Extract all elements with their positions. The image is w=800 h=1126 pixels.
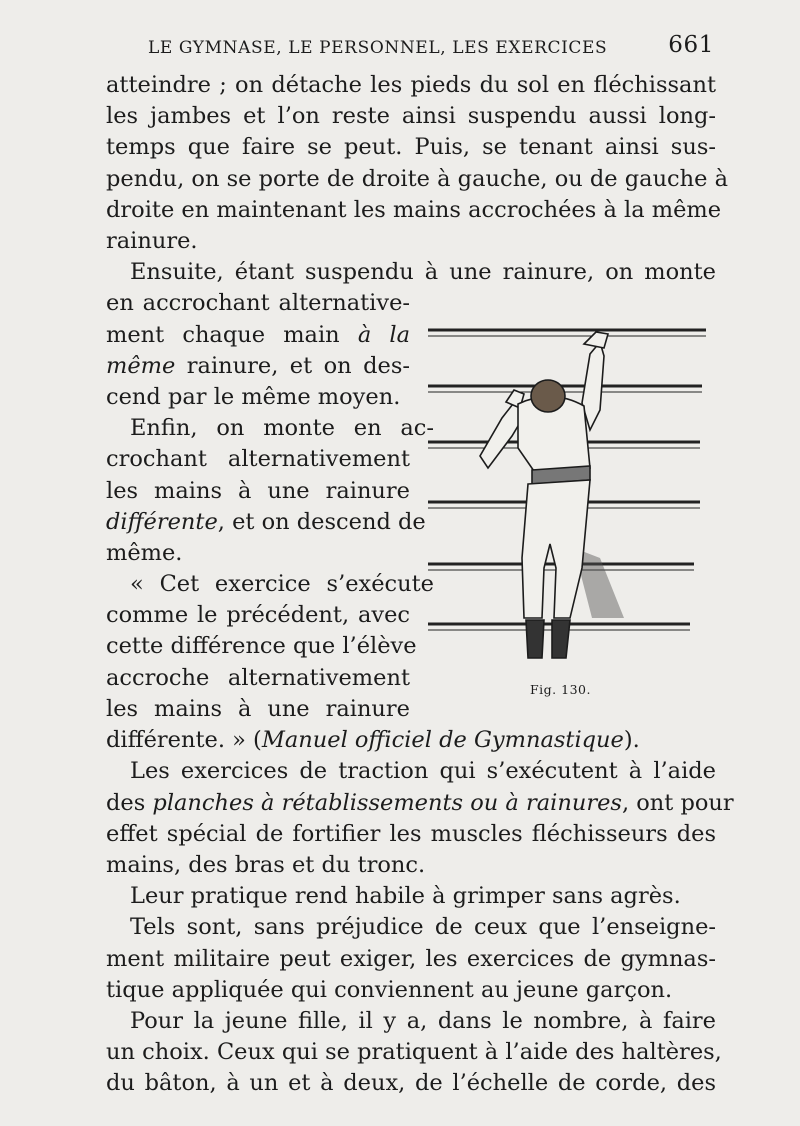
emphasis: à la bbox=[357, 321, 410, 348]
text-span: , et on descend de bbox=[217, 508, 426, 535]
text-line bbox=[106, 351, 410, 382]
text-span: différente. » ( bbox=[106, 727, 262, 754]
text-span: ment chaque main bbox=[106, 321, 358, 348]
text-line bbox=[106, 320, 410, 351]
emphasis: même bbox=[106, 352, 176, 379]
text-line: droite en maintenant les mains accrochées à la même bbox=[106, 196, 722, 223]
page-number: 661 bbox=[668, 32, 714, 58]
text-line: « Cet exercice s’exécute bbox=[130, 571, 434, 598]
text-line bbox=[106, 788, 734, 819]
text-line: Pour la jeune fille, il y a, dans le nombre, à faire bbox=[130, 1007, 716, 1034]
text-line: effet spécial de fortifier les muscles fléchisseurs des bbox=[106, 820, 716, 847]
text-line: Leur pratique rend habile à grimper sans agrès. bbox=[130, 883, 681, 910]
text-span: , ont pour bbox=[621, 789, 734, 816]
text-line: du bâton, à un et à deux, de l’échelle de corde, des bbox=[106, 1070, 716, 1097]
text-line: les mains à une rainure bbox=[106, 695, 410, 722]
running-title: LE GYMNASE, LE PERSONNEL, LES EXERCICES bbox=[148, 38, 608, 58]
text-line: même. bbox=[106, 539, 183, 566]
text-line: comme le précédent, avec bbox=[106, 602, 410, 629]
figure-illustration bbox=[424, 318, 718, 718]
text-line: en accrochant alternative- bbox=[106, 290, 410, 317]
text-line: crochant alternativement bbox=[106, 446, 410, 473]
paragraph-suspension bbox=[106, 70, 729, 288]
emphasis: Manuel officiel de Gymnastique bbox=[261, 727, 624, 754]
text-line: cend par le même moyen. bbox=[106, 383, 401, 410]
text-line: pendu, on se porte de droite à gauche, ou de gauche à bbox=[106, 165, 729, 192]
emphasis: différente bbox=[106, 508, 218, 535]
text-line: Ensuite, étant suspendu à une rainure, on monte bbox=[130, 259, 716, 286]
text-line: ment militaire peut exiger, les exercices de gymnas- bbox=[106, 945, 716, 972]
text-span: des bbox=[106, 789, 153, 816]
text-line: les jambes et l’on reste ainsi suspendu aussi long- bbox=[106, 103, 716, 130]
text-line: Les exercices de traction qui s’exécutent à l’aide bbox=[130, 758, 716, 785]
page-header bbox=[106, 30, 716, 64]
text-line: les mains à une rainure bbox=[106, 477, 410, 504]
text-line: atteindre ; on détache les pieds du sol en fléchissant bbox=[106, 72, 716, 98]
text-line: tique appliquée qui conviennent au jeune garçon. bbox=[106, 976, 673, 1003]
text-line: Tels sont, sans préjudice de ceux que l’enseigne- bbox=[130, 914, 716, 941]
emphasis: planches à rétablissements ou à rainures bbox=[152, 789, 622, 816]
text-line: temps que faire se peut. Puis, se tenant ainsi sus- bbox=[106, 134, 716, 161]
text-line: accroche alternativement bbox=[106, 664, 410, 691]
text-line: Enfin, on monte en ac- bbox=[130, 415, 434, 442]
text-line bbox=[106, 725, 716, 756]
text-line: rainure. bbox=[106, 227, 198, 254]
figure-caption: Fig. 130. bbox=[530, 682, 591, 697]
text-line: mains, des bras et du tronc. bbox=[106, 851, 426, 878]
text-span: ). bbox=[623, 727, 640, 754]
paragraph-continuation bbox=[106, 725, 734, 1099]
text-line bbox=[106, 507, 426, 538]
text-line: un choix. Ceux qui se pratiquent à l’aide des haltères, bbox=[106, 1039, 722, 1066]
text-line: cette différence que l’élève bbox=[106, 633, 417, 660]
hanging-figure bbox=[480, 332, 624, 658]
text-span: rainure, et on des- bbox=[175, 352, 410, 379]
